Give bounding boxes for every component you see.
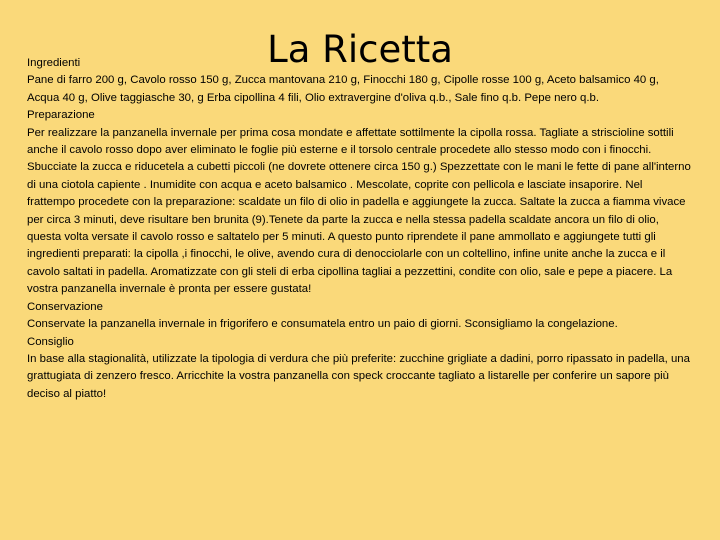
tip-text: In base alla stagionalità, utilizzate la tipologia di verdura che più preferite: zucchine grigliate a dadini, porro ripassato in padella, una grattugiata di zenzero fresco. Arricchite la vostra panzanella con speck croccante tagliato a listarelle per conferire un sapore più deciso al piatto! [27, 352, 690, 400]
recipe-content [27, 55, 691, 403]
slide-title: La Ricetta [267, 28, 453, 71]
storage-heading: Conservazione [27, 300, 103, 313]
ingredients-heading: Ingredienti [27, 57, 81, 69]
ingredients-text: Pane di farro 200 g, Cavolo rosso 150 g, Zucca mantovana 210 g, Finocchi 180 g, Cipolle rosse 100 g, Aceto balsamico 40 g, Acqua 40 g, Olive taggiasche 30, g Erba cipollina 4 fili, Olio extravergine d'oliva q.b., Sale fino q.b. Pepe nero q.b. [27, 74, 659, 104]
preparation-heading: Preparazione [27, 109, 95, 122]
preparation-text: Per realizzare la panzanella invernale per prima cosa mondate e affettate sottilmente la cipolla rossa. Tagliate a striscioline sottili anche il cavolo rosso dopo aver eliminato le foglie più esterne e il torsolo centrale procedete allo stesso modo con i finocchi. Sbucciate la zucca e riducetela a cubetti piccoli (ne dovrete ottenere circa 150 g.) Spezzettate con le mani le fette di pane all'interno di una ciotola capiente . Inumidite con acqua e aceto balsamico . Mescolate, coprite con pellicola e lasciate insaporire. Nel frattempo procedete con la preparazione: scaldate un filo di olio in padella e aggiungete la zucca. Saltate la zucca a fiamma vivace per circa 3 minuti, deve risultare ben brunita (9).Tenete da parte la zucca e nella stessa padella scaldate ancora un filo di olio, questa volta versate il cavolo rosso e saltatelo per 5 minuti. A questo punto riprendete il pane ammollato e aggiungete tutti gli ingredienti preparati: la cipolla ,i finocchi, le olive, avendo cura di denocciolarle con un coltellino, infine unite anche la zucca e il cavolo saltati in padella. Aromatizzate con gli steli di erba cipollina tagliai a pezzettini, condite con olio, sale e pepe a piacere. La vostra panzanella invernale è pronta per essere gustata! [27, 126, 691, 296]
tip-heading: Consiglio [27, 335, 74, 348]
storage-text: Conservate la panzanella invernale in frigorifero e consumatela entro un paio di giorni. Sconsigliamo la congelazione. [27, 318, 618, 331]
